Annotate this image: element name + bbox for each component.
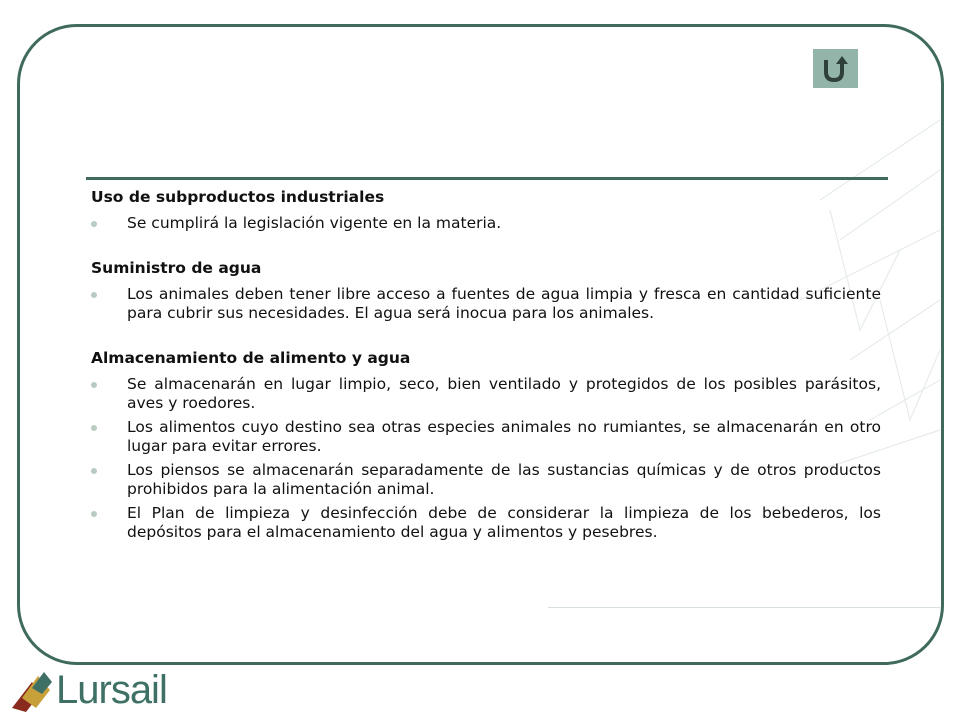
section-heading: Suministro de agua [91, 259, 262, 277]
bottom-divider [548, 607, 940, 608]
return-arrow-icon [820, 54, 852, 84]
bullet-item: El Plan de limpieza y desinfección debe de considerar la limpieza de los bebederos, los depósitos para el almacenamiento del agua y alimentos y pesebres. [91, 504, 881, 542]
bullet-icon [91, 468, 97, 474]
section-agua [91, 259, 881, 323]
back-button[interactable] [813, 49, 858, 88]
spacer [91, 328, 881, 349]
title-divider [86, 177, 888, 180]
bullet-icon [91, 382, 97, 388]
section-subproductos [91, 188, 881, 233]
bullet-icon [91, 221, 97, 227]
bullet-list [91, 285, 881, 323]
logo-mark-icon [8, 668, 54, 714]
bullet-item: Los animales deben tener libre acceso a fuentes de agua limpia y fresca en cantidad suficiente para cubrir sus necesidades. El agua será inocua para los animales. [91, 285, 881, 323]
slide-content [91, 188, 881, 547]
bullet-icon [91, 425, 97, 431]
section-heading: Almacenamiento de alimento y agua [91, 349, 411, 367]
section-heading: Uso de subproductos industriales [91, 188, 385, 206]
bullet-icon [91, 511, 97, 517]
bullet-icon [91, 292, 97, 298]
bullet-item: Los piensos se almacenarán separadamente de las sustancias químicas y de otros productos prohibidos para la alimentación animal. [91, 461, 881, 499]
spacer [91, 238, 881, 259]
lursail-logo [8, 666, 188, 716]
bullet-list [91, 214, 881, 233]
bullet-item: Se cumplirá la legislación vigente en la materia. [91, 214, 881, 233]
bullet-list [91, 375, 881, 542]
section-almacenamiento [91, 349, 881, 542]
bullet-item: Se almacenarán en lugar limpio, seco, bien ventilado y protegidos de los posibles parásitos, aves y roedores. [91, 375, 881, 413]
bullet-item: Los alimentos cuyo destino sea otras especies animales no rumiantes, se almacenarán en otro lugar para evitar errores. [91, 418, 881, 456]
logo-text: Lursail [56, 668, 167, 712]
